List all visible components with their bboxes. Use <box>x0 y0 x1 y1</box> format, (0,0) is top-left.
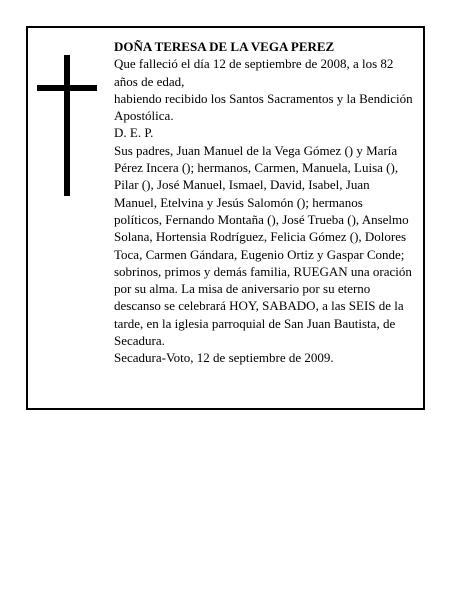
family-paragraph: Sus padres, Juan Manuel de la Vega Gómez () y María Pérez Incera (); hermanos, Carmen, Manuela, Luisa (), Pilar (), José Manuel, Ismael, David, Isabel, Juan Manuel, Etelvina y Jesús Salomón (); hermanos políticos, Fernando Montaña (), José Trueba (), Anselmo Solana, Hortensia Rodríguez, Felicia Gómez (), Dolores Toca, Carmen Gándara, Eugenio Ortiz y Gaspar Conde; sobrinos, primos y demás familia, RUEGAN una oración por su alma. La misa de aniversario por su eterno descanso se celebrará HOY, SABADO, a las SEIS de la tarde, en la iglesia parroquial de San Juan Bautista, de Secadura. <box>114 142 412 349</box>
cross-horizontal-bar <box>37 85 97 91</box>
obituary-text <box>114 38 414 367</box>
cross-vertical-bar <box>64 55 70 196</box>
place-date-line: Secadura-Voto, 12 de septiembre de 2009. <box>114 350 334 366</box>
sacraments-line: habiendo recibido los Santos Sacramentos y la Bendición Apostólica. <box>114 90 413 124</box>
deceased-name: DOÑA TERESA DE LA VEGA PEREZ <box>114 39 335 54</box>
cross-icon <box>37 55 97 196</box>
death-line: Que falleció el día 12 de septiembre de 2008, a los 82 años de edad, <box>114 56 394 89</box>
dep-line: D. E. P. <box>114 125 154 141</box>
